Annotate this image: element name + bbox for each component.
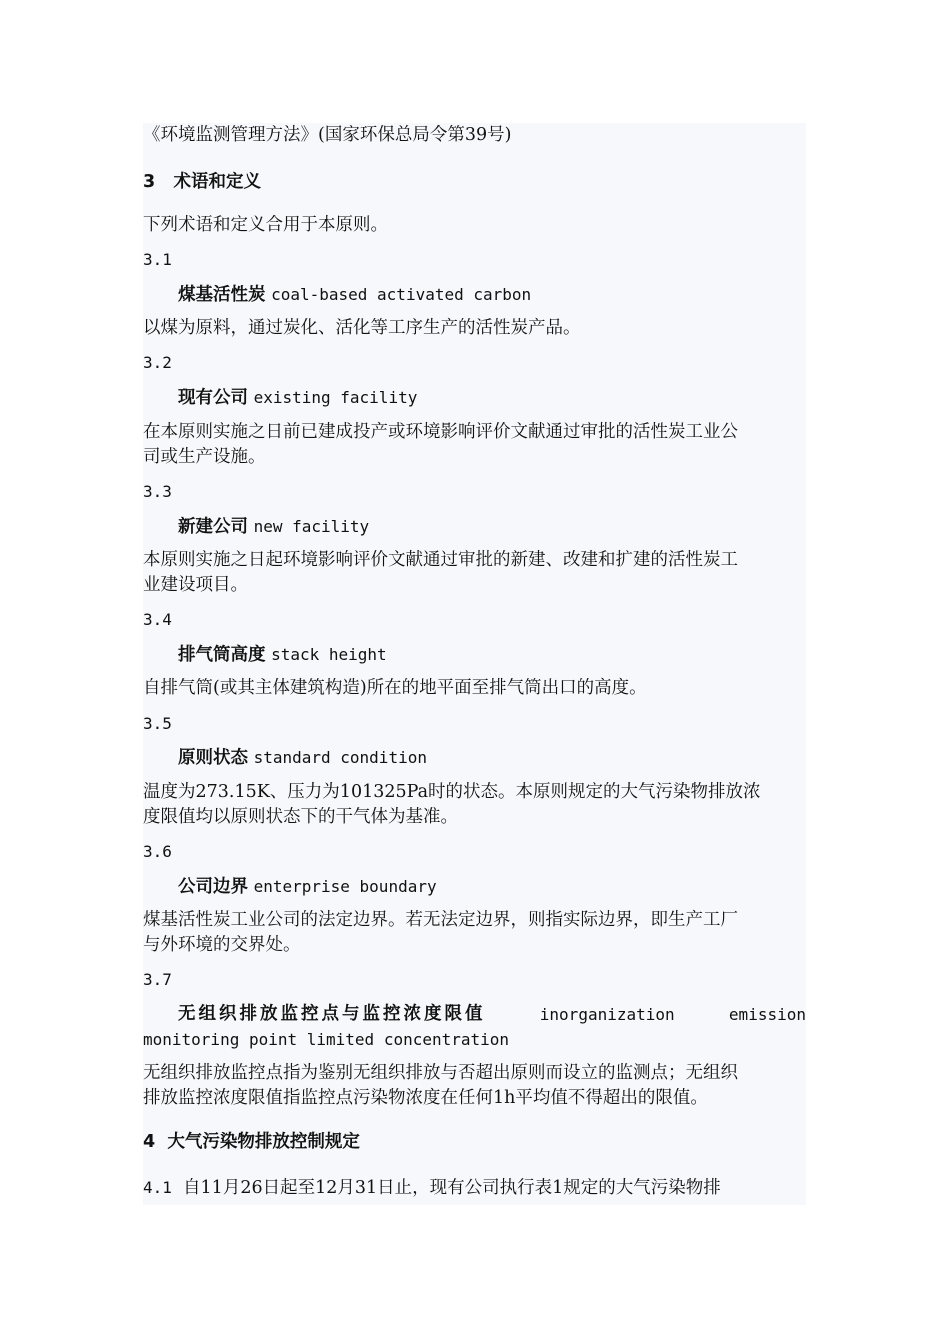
term-number-3-3: 3.3 — [143, 482, 172, 501]
term-cn: 排气筒高度 — [178, 645, 266, 665]
term-number-3-4: 3.4 — [143, 610, 172, 629]
definition-3-5-line-1: 温度为273.15K、压力为101325Pa时的状态。本原则规定的大气污染物排放浓 — [143, 782, 761, 802]
section-4-heading — [143, 1130, 360, 1155]
term-number-3-2: 3.2 — [143, 353, 172, 372]
term-3-2 — [178, 385, 417, 411]
clause-4-1 — [143, 1175, 721, 1201]
term-en: standard condition — [253, 748, 427, 767]
term-en-part-1: inorganization — [539, 1005, 675, 1024]
definition-3-6-line-2: 与外环境的交界处。 — [143, 935, 301, 955]
term-number-3-5: 3.5 — [143, 714, 172, 733]
reference-line: 《环境监测管理方法》(国家环保总局令第39号) — [143, 125, 512, 145]
definition-3-5-line-2: 度限值均以原则状态下的干气体为基准。 — [143, 807, 458, 827]
term-en: existing facility — [253, 388, 418, 407]
term-3-6 — [178, 874, 437, 900]
intro-line: 下列术语和定义合用于本原则。 — [143, 215, 388, 235]
section-number: 3 — [143, 172, 156, 192]
term-cn: 公司边界 — [178, 877, 248, 897]
term-en-part-2: emission — [728, 1005, 806, 1024]
definition-3-6-line-1: 煤基活性炭工业公司的法定边界。若无法定边界，则指实际边界，即生产工厂 — [143, 910, 738, 930]
definition-3-2-line-2: 司或生产设施。 — [143, 447, 266, 467]
term-en: stack height — [271, 645, 387, 664]
clause-number: 4.1 — [143, 1178, 172, 1197]
term-en: enterprise boundary — [253, 877, 437, 896]
term-cn: 现有公司 — [178, 388, 248, 408]
term-en: coal-based activated carbon — [271, 285, 532, 304]
clause-text: 自11月26日起至12月31日止，现有公司执行表1规定的大气污染物排 — [183, 1178, 721, 1198]
term-en: new facility — [253, 517, 370, 536]
definition-3-4: 自排气筒(或其主体建筑构造)所在的地平面至排气筒出口的高度。 — [143, 678, 647, 698]
definition-3-3-line-1: 本原则实施之日起环境影响评价文献通过审批的新建、改建和扩建的活性炭工 — [143, 550, 738, 570]
definition-3-1: 以煤为原料，通过炭化、活化等工序生产的活性炭产品。 — [143, 318, 581, 338]
section-title: 大气污染物排放控制规定 — [167, 1132, 360, 1152]
definition-3-2-line-1: 在本原则实施之日前已建成投产或环境影响评价文献通过审批的活性炭工业公 — [143, 422, 738, 442]
term-number-3-7: 3.7 — [143, 970, 172, 989]
term-3-4 — [178, 642, 387, 668]
section-3-heading — [143, 170, 261, 195]
section-title: 术语和定义 — [173, 172, 261, 192]
term-cn: 新建公司 — [178, 517, 248, 537]
term-number-3-1: 3.1 — [143, 250, 172, 269]
term-3-7-line-2: monitoring point limited concentration — [143, 1030, 510, 1049]
definition-3-7-line-2: 排放监控浓度限值指监控点污染物浓度在任何1h平均值不得超出的限值。 — [143, 1088, 708, 1108]
term-3-1 — [178, 282, 531, 308]
section-number: 4 — [143, 1132, 156, 1152]
term-number-3-6: 3.6 — [143, 842, 172, 861]
term-cn: 煤基活性炭 — [178, 285, 266, 305]
term-cn: 无组织排放监控点与监控浓度限值 — [178, 1004, 486, 1024]
term-cn: 原则状态 — [178, 748, 248, 768]
term-3-7-line-1 — [143, 1002, 806, 1027]
definition-3-3-line-2: 业建设项目。 — [143, 575, 248, 595]
term-3-5 — [178, 745, 427, 771]
definition-3-7-line-1: 无组织排放监控点指为鉴别无组织排放与否超出原则而设立的监测点；无组织 — [143, 1063, 738, 1083]
term-3-3 — [178, 514, 369, 540]
